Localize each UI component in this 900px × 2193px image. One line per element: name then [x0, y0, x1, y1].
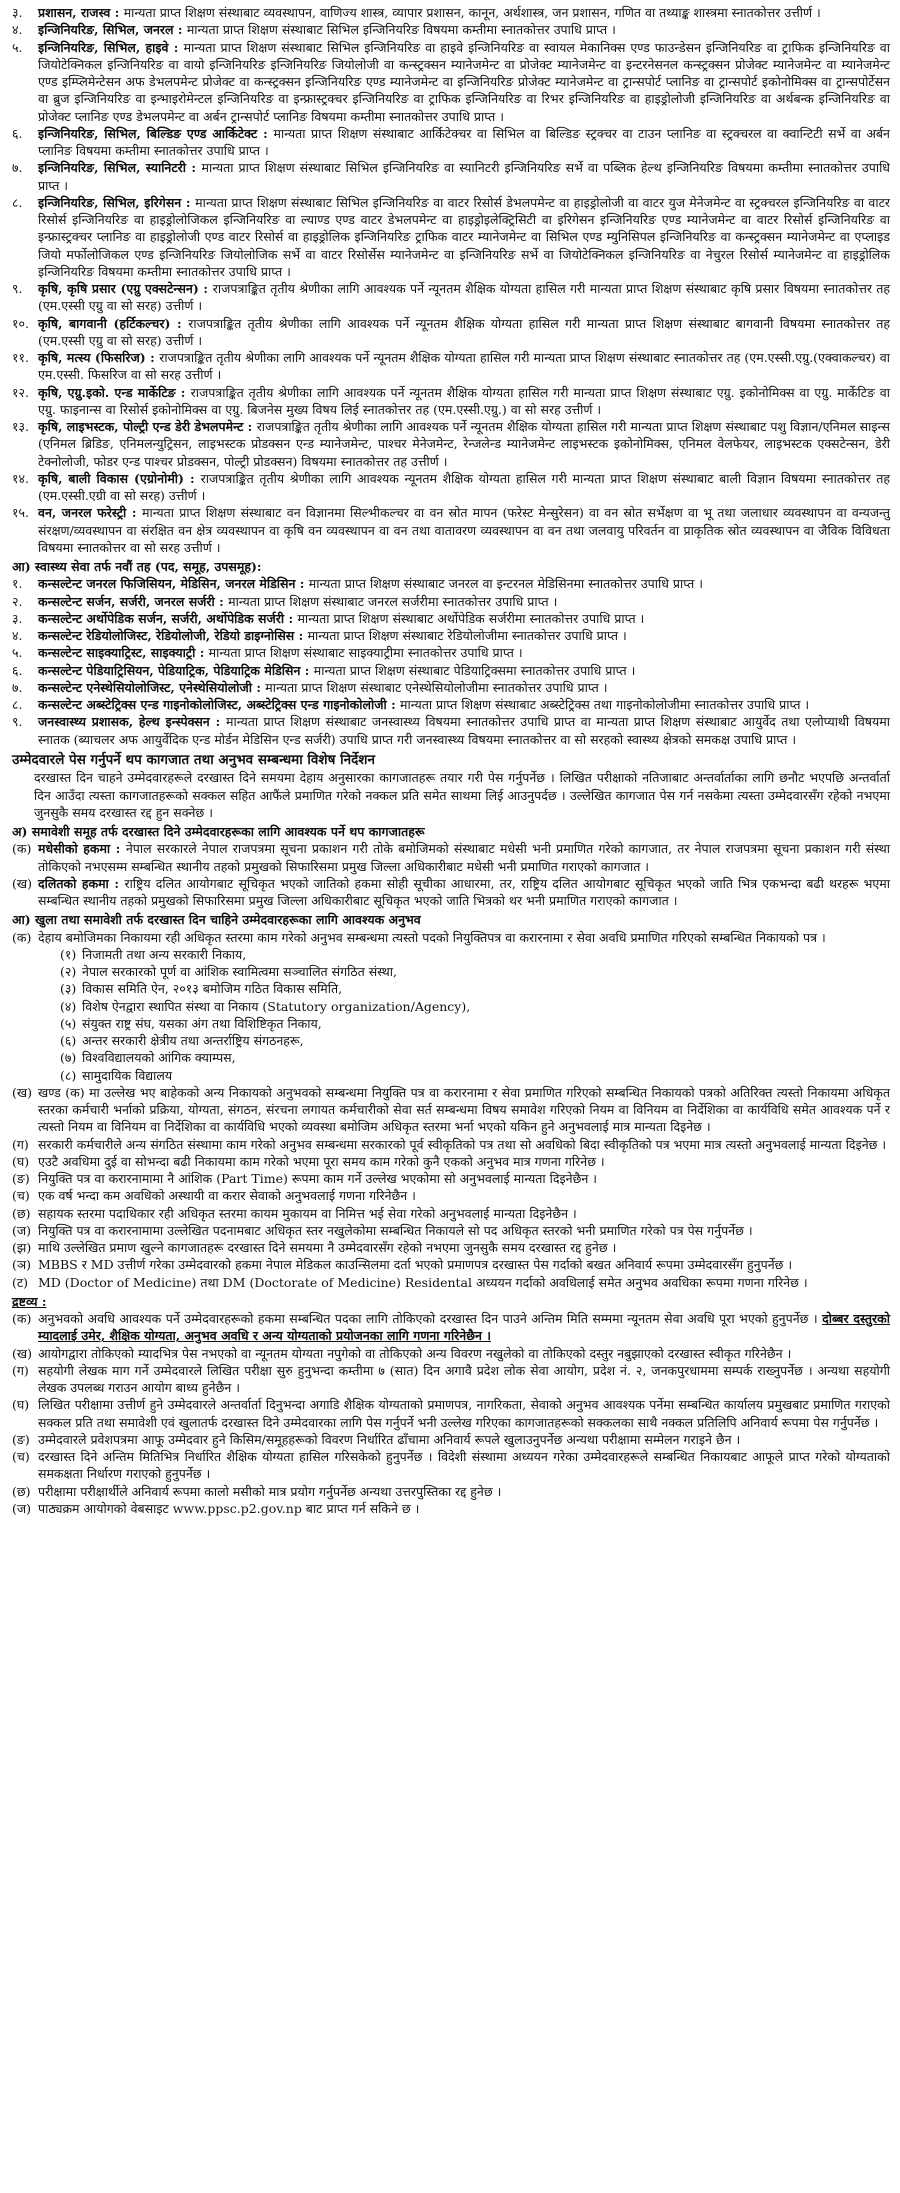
item-body: राष्ट्रिय दलित आयोगबाट सूचिकृत भएको जातिको हकमा सोही सूचीका आधारमा, तर, राष्ट्रिय दलित आयोगबाट सूचिकृत भएको जाति भित्र एकभन्दा बढी थरहरू भएमा सम्बन्धित स्थानीय तहको प्रमुखको सिफारिसमा प्रमुख जिल्ला अधिकारीबाट सूचिकृत भएको जाति भित्रको थर भनी प्रमाणित गराएको कागजात ।: [38, 875, 890, 909]
experience-heading: आ) खुला तथा समावेशी तर्फ दरखास्त दिन चाहिने उम्मेदवारहरूका लागि आवश्यक अनुभव: [12, 912, 421, 928]
item-text: [38, 1483, 890, 1500]
organization-item: [60, 980, 890, 997]
notes-list: [12, 1310, 890, 1517]
item-text: [38, 610, 890, 627]
item-emphasis: दोब्बर दस्तुरको म्यादलाई उमेर, शैक्षिक योग्यता, अनुभव अवधि र अन्य योग्यताको प्रयोजनका लागि गणना गरिनेछैन ।: [38, 1311, 890, 1344]
item-body: उम्मेदवारले प्रवेशपत्रमा आफू उम्मेदवार हुने किसिम/समूहहरूको विवरण निर्धारित ढाँचामा अनिवार्य रूपले खुलाउनुपर्नेछ अन्यथा परीक्षामा सम्मेलन गराइने छैन ।: [38, 1431, 741, 1447]
item-number: (ट): [12, 1274, 29, 1290]
experience-rule-item: [12, 1274, 890, 1291]
item-number: ९.: [12, 281, 23, 296]
item-body: मान्यता प्राप्त शिक्षण संस्थाबाट जनरल सर्जरीमा स्नातकोत्तर उपाधि प्राप्त ।: [228, 593, 558, 609]
note-item: [12, 1500, 890, 1517]
item-number: (८): [60, 1067, 77, 1083]
health-qualification-item: [12, 627, 890, 644]
item-text: [38, 504, 890, 556]
item-number: (ज): [12, 1500, 32, 1516]
item-text: [82, 980, 890, 997]
item-heading: इन्जिनियरिङ, सिभिल, जनरल :: [38, 22, 187, 38]
item-number: ८.: [12, 697, 23, 712]
organization-item: [60, 963, 890, 980]
item-heading: इन्जिनियरिङ, सिभिल, हाइवे :: [38, 39, 184, 55]
item-number: ६.: [12, 125, 23, 141]
item-number: (४): [60, 998, 77, 1014]
item-number: (ख): [12, 1084, 32, 1100]
item-number: ८.: [12, 194, 23, 210]
item-number: (क): [12, 929, 32, 945]
item-heading: इन्जिनियरिङ, सिभिल, इरिगेसन :: [38, 194, 196, 210]
item-heading: कृषि, बागवानी (हर्टिकल्चर) :: [38, 315, 189, 331]
item-number: ४.: [12, 628, 23, 643]
item-number: ७.: [12, 679, 23, 695]
item-number: ३.: [12, 610, 23, 626]
item-text: [38, 679, 890, 696]
qualification-list: [12, 4, 890, 556]
qualification-item: [12, 125, 890, 160]
item-heading: कन्सल्टेन्ट सर्जन, सर्जरी, जनरल सर्जरी :: [38, 593, 229, 609]
item-number: (६): [60, 1033, 77, 1049]
item-number: (ग): [12, 1136, 29, 1152]
item-heading: कन्सल्टेन्ट एनेस्थेसियोलोजिस्ट, एनेस्थेसियोलोजी :: [38, 679, 266, 695]
item-text: [38, 1396, 890, 1431]
qualification-item: [12, 280, 890, 315]
item-number: २.: [12, 593, 23, 609]
health-qualification-item: [12, 610, 890, 627]
item-body: अन्तर सरकारी क्षेत्रीय तथा अन्तर्राष्ट्रिय संगठनहरू,: [82, 1033, 304, 1049]
item-number: (च): [12, 1188, 30, 1204]
item-text: [38, 1136, 890, 1153]
item-text: [38, 1084, 890, 1136]
inclusive-heading: अ) समावेशी समूह तर्फ दरखास्त दिने उम्मेदवारहरूका लागि आवश्यक पर्ने थप कागजातहरू: [12, 824, 425, 840]
organization-item: [60, 1049, 890, 1066]
item-heading: प्रशासन, राजस्व :: [38, 5, 124, 20]
item-number: १२.: [12, 384, 29, 400]
organization-item: [60, 1067, 890, 1084]
health-qualification-item: [12, 696, 890, 713]
organization-item: [60, 998, 890, 1015]
item-text: [38, 1500, 890, 1517]
item-number: (७): [60, 1050, 77, 1066]
instructions-intro: दरखास्त दिन चाहने उम्मेदवारहरूले दरखास्त दिने समयमा देहाय अनुसारका कागजातहरू तयार गरी पेस गर्नुपर्नेछ । लिखित परीक्षाको नतिजाबाट अन्तर्वार्ताका लागि छनौट भएपछि अन्तर्वार्ता दिन आउँदा त्यस्ता कागजातहरूको सक्कल सहित आफैंले प्रमाणित गरेको नक्कल प्रति समेत साथमा लिई आउनुपर्दछ । उल्लेखित कागजात पेस गर्न नसकेमा त्यस्ता उम्मेदवारसँग रहेको नभएमा जुनसुकै समय दरखास्त रद्द हुन सक्नेछ ।: [34, 770, 890, 820]
experience-rule-item: [12, 1222, 890, 1239]
item-body: एउटै अवधिमा दुई वा सोभन्दा बढी निकायमा काम गरेको भएमा पूरा समय काम गरेको कुनै एकको अनुभव मात्र गणना गरिनेछ ।: [38, 1153, 605, 1169]
item-number: १४.: [12, 470, 29, 486]
item-heading: दलितको हकमा :: [38, 875, 125, 891]
item-heading: कन्सल्टेन्ट रेडियोलोजिस्ट, रेडियोलोजी, रेडियो डाइग्नोसिस :: [38, 628, 308, 643]
item-body: लिखित परीक्षामा उत्तीर्ण हुने उम्मेदवारले अन्तर्वार्ता दिनुभन्दा अगाडि शैक्षिक योग्यताको प्रमाणपत्र, नागरिकता, सेवाको अनुभव आवश्यक पर्नेमा सम्बन्धित कार्यालय प्रमुखबाट प्रमाणित गराएको सक्कल प्रति तथा समावेशी एवं खुलातर्फ दरखास्त दिने उम्मेदवारका लागि पेस गर्नुपर्ने भनी उल्लेख गरिएका कागजातहरूको सक्कलका साथै नक्कल प्रतिलिपि अनिवार्य रूपमा पेस गर्नुपर्नेछ ।: [38, 1397, 890, 1430]
note-item: [12, 1431, 890, 1448]
item-body: मान्यता प्राप्त शिक्षण संस्थाबाट एनेस्थेसियोलोजीमा स्नातकोत्तर उपाधि प्राप्त ।: [265, 679, 608, 695]
item-heading: कन्सल्टेन्ट अर्थोपेडिक सर्जन, सर्जरी, अर्थोपेडिक सर्जरी :: [38, 610, 298, 626]
qualification-item: [12, 194, 890, 280]
item-number: (छ): [12, 1205, 31, 1221]
item-number: (३): [60, 981, 77, 997]
item-number: (घ): [12, 1397, 30, 1413]
experience-rule-item: [12, 1136, 890, 1153]
item-text: [38, 418, 890, 470]
item-text: [38, 1448, 890, 1483]
item-body: मान्यता प्राप्त शिक्षण संस्थाबाट जनस्वास्थ्य विषयमा स्नातकोत्तर उपाधि प्राप्त वा मान्यता प्राप्त शिक्षण संस्थाबाट आयुर्वेद तथा एलोप्याथी विषयमा स्नातक (ब्याचलर अफ आयुर्वेदिक एन्ड मोर्डन मेडिसिन एन्ड सर्जरी) उपाधि प्राप्त गरी जनस्वास्थ्य विषयमा स्नातकोत्तर वा सो सरहको स्वास्थ्य क्षेत्रको समकक्ष उपाधि प्राप्त ।: [38, 714, 890, 747]
item-body: मान्यता प्राप्त शिक्षण संस्थाबाट अर्थोपेडिक सर्जरीमा स्नातकोत्तर उपाधि प्राप्त ।: [297, 610, 645, 626]
item-heading: इन्जिनियरिङ, सिभिल, स्यानिटरी :: [38, 160, 202, 176]
note-item: [12, 1345, 890, 1362]
item-number: (च): [12, 1449, 30, 1465]
item-text: [82, 1015, 890, 1032]
item-number: (क): [12, 841, 32, 857]
item-text: [82, 1049, 890, 1066]
item-body: आयोगद्वारा तोकिएको म्यादभित्र पेस नभएको वा न्यूनतम योग्यता नपुगेको वा तोकिएको अन्य विवरण नखुलेको वा तोकिएको दस्तुर नबुझाएको दरखास्त स्वीकृत गरिनेछैन ।: [38, 1345, 792, 1361]
item-number: (१): [60, 946, 77, 962]
item-text: [38, 1256, 890, 1273]
item-text: [38, 1310, 890, 1345]
item-number: ४.: [12, 22, 23, 38]
item-number: (क): [12, 1311, 32, 1327]
item-body: सहयोगी लेखक माग गर्ने उम्मेदवारले लिखित परीक्षा सुरु हुनुभन्दा कम्तीमा ७ (सात) दिन अगावै प्रदेश लोक सेवा आयोग, प्रदेश नं. २, जनकपुरधाममा सम्पर्क राख्नुपर्नेछ । अन्यथा सहयोगी लेखक उपलब्ध गराउन आयोग बाध्य हुनेछैन ।: [38, 1362, 890, 1396]
health-qualification-item: [12, 679, 890, 696]
item-heading: कन्सल्टेन्ट साइक्याट्रिस्ट, साइक्याट्री :: [38, 645, 209, 661]
note-item: [12, 1483, 890, 1500]
item-body: खण्ड (क) मा उल्लेख भए बाहेकको अन्य निकायको अनुभवको सम्बन्धमा नियुक्ति पत्र वा करारनामा र सेवा प्रमाणित गरिएको सम्बन्धित निकायको पत्रको अतिरिक्त त्यस्तो निकायमा अधिकृत स्तरका कर्मचारी भर्नाको प्रक्रिया, योग्यता, संगठन, संरचना लगायत कर्मचारीको सेवा सर्त सम्बन्धमा विषय समावेश गरिएको नियम वा विनियम वा निर्देशिका वा कार्यविधि समेत आवश्यक पर्ने र त्यस्तो नियम वा विनियम वा निर्देशिका वा कार्यविधि भएको व्यवस्था बमोजिम अधिकृत स्तरमा भर्ना भएको यकिन हुने अनुभवलाई मात्र मान्यता दिइनेछ ।: [38, 1084, 890, 1135]
item-body: परीक्षामा परीक्षार्थीले अनिवार्य रूपमा कालो मसीको मात्र प्रयोग गर्नुपर्नेछ अन्यथा उत्तरपुस्तिका रद्द हुनेछ ।: [38, 1483, 502, 1499]
item-number: (ग): [12, 1362, 29, 1378]
item-heading: कन्सल्टेन्ट जनरल फिजिसियन, मेडिसिन, जनरल मेडिसिन :: [38, 576, 309, 592]
item-body: मान्यता प्राप्त शिक्षण संस्थाबाट सिभिल इन्जिनियरिङ वा हाइवे इन्जिनियरिङ वा स्वायल मेकानिक्स एण्ड फाउन्डेसन इन्जिनियरिङ वा ट्राफिक इन्जिनियरिङ वा जियोटेक्निकल इन्जिनियरिङ वा वायो इन्जिनियरिङ इन्जिनियरिङ जियोलोजी वा कन्स्ट्रक्सन म्यानेजमेन्ट वा प्रोजेक्ट म्यानेजमेन्ट वा इन्टरनेसनल कन्स्ट्रक्सन प्रोजेक्ट म्यानेजमेन्ट वा म्यानेजमेन्ट एण्ड इम्प्लिमेन्टेसन अफ डेभलपमेन्ट प्रोजेक्ट वा कन्स्ट्रक्सन इन्जिनियरिङ एण्ड म्यानेजमेन्ट वा इन्जिनियरिङ प्रोजेक्ट म्यानेजमेन्ट वा ट्रान्सपोर्ट प्लानिङ वा ट्रान्सपोर्ट इकोनोमिक्स वा ट्रान्सपोर्टेसन वा ब्रुज इन्जिनियरिङ वा इन्भाइरोमेन्टल इन्जिनियरिङ वा इन्फ्रास्ट्रक्चर इन्जिनियरिङ वा ट्राफिक इन्जिनियरिङ वा रिभर इन्जिनियरिङ वा हाइड्रोलोजी इन्जिनियरिङ वा अर्थबन्क इन्जिनियरिङ वा प्रोजेक्ट प्लानिङ एण्ड डेभलपमेन्ट वा अर्बन ट्रान्सपोर्ट प्लानिङ विषयमा कम्तीमा स्नातकोत्तर उपाधि प्राप्त ।: [38, 39, 890, 124]
item-number: ५.: [12, 645, 23, 661]
item-text: [38, 840, 890, 875]
item-body: MD (Doctor of Medicine) तथा DM (Doctorate of Medicine) Residental अध्ययन गर्दाको अवधिलाई समेत अनुभव अवधिका रूपमा गणना गरिनेछ ।: [38, 1274, 808, 1290]
item-body: विशेष ऐनद्वारा स्थापित संस्था वा निकाय (Statutory organization/Agency),: [82, 998, 471, 1014]
qualification-item: [12, 470, 890, 505]
item-text: [38, 644, 890, 661]
qualification-item: [12, 504, 890, 556]
item-text: [38, 1274, 890, 1291]
item-body: मान्यता प्राप्त शिक्षण संस्थाबाट सिभिल इन्जिनियरिङ वा वाटर रिसोर्स डेभलपमेन्ट वा हाइड्रोलोजी वा वाटर युज मेनेजमेन्ट वा स्ट्रक्चरल इन्जिनियरिङ वा वाटर रिसोर्स इन्जिनियरिङ वा हाइड्रोलोजिकल इन्जिनियरिङ वा ल्याण्ड एण्ड वाटर डेभलपमेन्ट वा हाइड्रोइलेक्ट्रिसिटी वा इरिगेसन इन्जिनियरिङ एण्ड म्यानेजमेन्ट वा वाटर रिसोर्स इन्जिनियरिङ वा इन्फ्रास्ट्रक्चर प्लानिङ वा हाइड्रोलोजी एण्ड वाटर रिसोर्स वा हाइड्रोलिक इन्जिनियरिङ ट्राफिक वाटर म्यानेजमेन्ट वा सिभिल एण्ड म्युनिसिपल इन्जिनियरिङ वा कन्स्ट्रक्सन म्यानेजमेन्ट वा एप्लाइड जियो मर्फोलोजिकल एण्ड इन्जिनियरिङ जियोलोजिक सर्भे वा वाटर रिसोर्सेस म्यानेजमेन्ट वा इन्जिनियरिङ सर्भे वा जियोटेक्निकल इन्जिनियरिङ वा नेचुरल रिसोर्स म्यानेजमेन्ट वा हाइड्रोलिक इन्जिनियरिङ विषयमा कम्तीमा स्नातकोत्तर उपाधि प्राप्त ।: [38, 194, 890, 279]
item-body: मान्यता प्राप्त शिक्षण संस्थाबाट वन विज्ञानमा सिल्भीकल्चर वा वन स्रोत मापन (फरेस्ट मेन्सुरेसन) वा वन स्रोत सर्भेक्षण वा भू तथा जलाधार व्यवस्थापन वा वन्यजन्तु संरक्षण/व्यवस्थापन वा संरक्षित वन क्षेत्र व्यवस्थापन वा कृषि वन व्यवस्थापन वा वन तथा वातावरण व्यवस्थापन वा वन तथा जलवायु परिवर्तन वा प्राकृतिक स्रोत व्यवस्थापन वा जैविक विविधता विषयमा स्नातकोत्तर वा सो सरह उत्तीर्ण ।: [38, 505, 890, 555]
qualification-item: [12, 418, 890, 470]
item-body: विश्वविद्यालयको आंगिक क्याम्पस,: [82, 1050, 236, 1066]
health-qualification-list: [12, 575, 890, 748]
item-body: नेपाल सरकारको पूर्ण वा आंशिक स्वामित्वमा सञ्चालित संगठित संस्था,: [82, 964, 397, 980]
item-body: मान्यता प्राप्त शिक्षण संस्थाबाट रेडियोलोजीमा स्नातकोत्तर उपाधि प्राप्त ।: [307, 628, 627, 643]
experience-item-ka: [12, 929, 890, 946]
note-item: [12, 1310, 890, 1345]
item-number: (ख): [12, 1345, 32, 1361]
item-text: [82, 998, 890, 1015]
item-text: [38, 575, 890, 592]
item-text: [38, 1431, 890, 1448]
item-body: मान्यता प्राप्त शिक्षण संस्थाबाट साइक्याट्रीमा स्नातकोत्तर उपाधि प्राप्त ।: [208, 645, 523, 661]
item-text: [82, 963, 890, 980]
item-number: १.: [12, 576, 23, 592]
note-item: [12, 1396, 890, 1431]
item-number: (ङ): [12, 1431, 30, 1447]
item-body: सहायक स्तरमा पदाधिकार रही अधिकृत स्तरमा कायम मुकायम वा निमित्त भई सेवा गरेको अनुभवलाई मान्यता दिइनेछैन ।: [38, 1205, 577, 1221]
item-body: माथि उल्लेखित प्रमाण खुल्ने कागजातहरू दरखास्त दिने समयमा नै उम्मेदवारसँग रहेको नभएमा जुनसुकै समय दरखास्त रद्द हुनेछ ।: [38, 1240, 617, 1256]
item-body: राजपत्राङ्कित तृतीय श्रेणीका लागि आवश्यक पर्ने न्यूनतम शैक्षिक योग्यता हासिल गरी मान्यता प्राप्त शिक्षण संस्थाबाट एग्रु. इकोनोमिक्स वा एग्रु. मार्केटिङ वा एग्रु. फाइनान्स वा रिसोर्स इकोनोमिक्स वा एग्रु. बिजनेस मुख्य विषय लिई स्नातकोत्तर तह (एम.एस्सी.एग्रु.) वा सो सरह उत्तीर्ण ।: [38, 384, 890, 417]
inclusive-documents-list: [12, 840, 890, 909]
health-qualification-item: [12, 644, 890, 661]
item-text: [38, 4, 890, 21]
item-number: (घ): [12, 1153, 30, 1169]
item-body: सरकारी कर्मचारीले अन्य संगठित संस्थामा काम गरेको अनुभव सम्बन्धमा सरकारको पूर्व स्वीकृतिको पत्र तथा सो अवधिको बिदा स्वीकृतिको पत्र भएमा मात्र त्यस्तो अनुभवलाई मान्यता दिइनेछ ।: [38, 1136, 887, 1152]
health-qualification-item: [12, 575, 890, 592]
item-number: ९.: [12, 714, 23, 730]
item-text: [38, 280, 890, 315]
health-section-heading: आ) स्वास्थ्य सेवा तर्फ नवौं तह (पद, समूह, उपसमूह):: [12, 559, 262, 574]
item-text: [38, 39, 890, 125]
item-number: ६.: [12, 662, 23, 678]
note-item: [12, 1362, 890, 1397]
item-body: नियुक्ति पत्र वा करारनामामा नै आंशिक (Part Time) रूपमा काम गर्ने उल्लेख भएकोमा सो अनुभवलाई मान्यता दिइनेछैन ।: [38, 1171, 597, 1187]
item-heading: कन्सल्टेन्ट पेडियाट्रिसियन, पेडियाट्रिक, पेडियाट्रिक मेडिसिन :: [38, 662, 314, 678]
item-text: [38, 696, 890, 713]
experience-rule-item: [12, 1170, 890, 1187]
experience-rule-item: [12, 1153, 890, 1170]
item-number: (ख): [12, 875, 32, 891]
health-qualification-item: [12, 713, 890, 748]
item-number: (झ): [12, 1240, 32, 1256]
item-heading: जनस्वास्थ्य प्रशासक, हेल्थ इन्स्पेक्सन :: [38, 714, 227, 730]
item-heading: कृषि, बाली विकास (एग्रोनोमी) :: [38, 470, 201, 486]
item-text: [38, 1205, 890, 1222]
item-heading: इन्जिनियरिङ, सिभिल, बिल्डिङ एण्ड आर्किटेक्ट :: [38, 125, 274, 141]
item-body: मान्यता प्राप्त शिक्षण संस्थाबाट जनरल वा इन्टरनल मेडिसिनमा स्नातकोत्तर उपाधि प्राप्त ।: [308, 576, 703, 592]
item-body: निजामती तथा अन्य सरकारी निकाय,: [82, 946, 247, 962]
health-qualification-item: [12, 662, 890, 679]
item-number: (२): [60, 964, 77, 980]
item-text: [38, 662, 890, 679]
qualification-item: [12, 21, 890, 38]
item-text: [38, 384, 890, 419]
qualification-item: [12, 4, 890, 21]
item-text: [38, 1239, 890, 1256]
item-text: [38, 315, 890, 350]
instructions-heading: उम्मेदवारले पेस गर्नुपर्ने थप कागजात तथा अनुभव सम्बन्धमा विशेष निर्देशन: [12, 751, 375, 768]
item-text: [38, 1153, 890, 1170]
item-text: [38, 349, 890, 384]
item-body: मान्यता प्राप्त शिक्षण संस्थाबाट सिभिल इन्जिनियरिङ विषयमा कम्तीमा स्नातकोत्तर उपाधि प्राप्त ।: [186, 22, 616, 38]
item-heading: कृषि, मत्स्य (फिसरिज) :: [38, 350, 160, 365]
item-text: [38, 125, 890, 160]
item-text: [38, 593, 890, 610]
item-number: ११.: [12, 350, 29, 365]
item-number: (५): [60, 1015, 77, 1031]
organization-item: [60, 946, 890, 963]
experience-rule-item: [12, 1084, 890, 1136]
organization-item: [60, 1015, 890, 1032]
item-number: १०.: [12, 315, 29, 331]
qualification-item: [12, 39, 890, 125]
organization-item: [60, 1032, 890, 1049]
item-number: ५.: [12, 39, 23, 55]
item-number: (ञ): [12, 1257, 32, 1273]
experience-rules-list: [12, 1084, 890, 1291]
organization-list: [12, 946, 890, 1084]
item-body: राजपत्राङ्कित तृतीय श्रेणीका लागि आवश्यक पर्ने न्यूनतम शैक्षिक योग्यता हासिल गरी मान्यता प्राप्त शिक्षण संस्थाबाट स्नातकोत्तर तह (एम.एस्सी.एग्रु.(एक्वाकल्चर) वा एम.एस्सी. फिसरिज वा सो सरह उत्तीर्ण ।: [38, 350, 890, 383]
item-body: अनुभवको अवधि आवश्यक पर्ने उम्मेदवारहरूको हकमा सम्बन्धित पदका लागि तोकिएको दरखास्त दिन पाउने अन्तिम मिति सम्ममा न्यूनतम सेवा अवधि पूरा भएको हुनुपर्नेछ ।: [38, 1311, 818, 1327]
item-body: दरखास्त दिने अन्तिम मितिभित्र निर्धारित शैक्षिक योग्यता हासिल गरिसकेको हुनुपर्नेछ । विदेशी संस्थामा अध्ययन गरेका उम्मेदवारहरूले सम्बन्धित निकायबाट आफूले प्राप्त गरेको योग्यताको समकक्षता निर्धारण गराएको हुनुपर्नेछ ।: [38, 1449, 890, 1482]
item-heading: कन्सल्टेन्ट अब्स्टेट्रिक्स एन्ड गाइनोकोलोजिस्ट, अब्स्टेट्रिक्स एन्ड गाइनोकोलोजी :: [38, 697, 401, 712]
item-body: मान्यता प्राप्त शिक्षण संस्थाबाट आर्किटेक्चर वा सिभिल वा बिल्डिङ स्ट्रक्चर वा टाउन प्लानिङ वा स्ट्रक्चरल वा क्वान्टिटी सर्भे वा अर्बन प्लानिङ विषयमा कम्तीमा स्नातकोत्तर उपाधि प्राप्त ।: [38, 125, 890, 158]
item-number: १५.: [12, 505, 29, 521]
item-heading: मधेसीको हकमा :: [38, 841, 126, 857]
item-text: [38, 875, 890, 910]
item-body: मान्यता प्राप्त शिक्षण संस्थाबाट अब्स्टेट्रिक्स तथा गाइनोकोलोजीमा स्नातकोत्तर उपाधि प्राप्त ।: [400, 697, 810, 712]
item-body: सामुदायिक विद्यालय: [82, 1067, 173, 1083]
item-number: ७.: [12, 160, 23, 176]
experience-rule-item: [12, 1187, 890, 1204]
item-body: संयुक्त राष्ट्र संघ, यसका अंग तथा विशिष्टिकृत निकाय,: [82, 1015, 322, 1031]
item-text: [38, 627, 890, 644]
item-number: (ज): [12, 1222, 32, 1238]
item-body: राजपत्राङ्कित तृतीय श्रेणीका लागि आवश्यक पर्ने न्यूनतम शैक्षिक योग्यता हासिल गरी मान्यता प्राप्त शिक्षण संस्थाबाट पशु विज्ञान/एनिमल साइन्स (एनिमल ब्रिडिङ, एनिमलन्युट्रिसन, लाइभस्टक प्रोडक्सन एन्ड म्यानेजमेन्ट, पाश्चर मेनेजमेन्ट, रेन्जलेन्ड म्यानेजमेन्ट लाइभस्टक इकोनोमिक्स, एनिमल वेलफेयर, लाइभस्टक एक्सटेन्सन, डेरी टेक्नोलोजी, फोडर एन्ड पाश्चर प्रोडक्सन, पोल्ट्री प्रोडक्सन) विषयमा स्नातकोत्तर तह उत्तीर्ण ।: [38, 419, 890, 469]
qualification-item: [12, 349, 890, 384]
item-body: मान्यता प्राप्त शिक्षण संस्थाबाट पेडियाट्रिक्समा स्नातकोत्तर उपाधि प्राप्त ।: [313, 662, 636, 678]
item-text: [38, 194, 890, 280]
item-heading: कृषि, कृषि प्रसार (एग्रु एक्सटेन्सन) :: [38, 281, 213, 296]
item-text: [38, 1170, 890, 1187]
item-heading: कृषि, एग्रु.इको. एन्ड मार्केटिङ :: [38, 384, 191, 400]
experience-rule-item: [12, 1256, 890, 1273]
item-number: (छ): [12, 1483, 31, 1499]
item-heading: कृषि, लाइभस्टक, पोल्ट्री एन्ड डेरी डेभलपमेन्ट :: [38, 419, 257, 434]
item-body: राजपत्राङ्कित तृतीय श्रेणीका लागि आवश्यक पर्ने न्यूनतम शैक्षिक योग्यता हासिल गरी मान्यता प्राप्त शिक्षण संस्थाबाट बागवानी विषयमा स्नातकोत्तर तह (एम.एस्सी एग्रु वा सो सरह) उत्तीर्ण ।: [38, 315, 890, 348]
item-number: ३.: [12, 5, 23, 20]
experience-rule-item: [12, 1239, 890, 1256]
item-text: [38, 1187, 890, 1204]
item-body: मान्यता प्राप्त शिक्षण संस्थाबाट सिभिल इन्जिनियरिङ वा स्यानिटरी इन्जिनियरिङ सर्भे वा पब्लिक हेल्थ इन्जिनियरिङ विषयमा कम्तीमा स्नातकोत्तर उपाधि प्राप्त ।: [38, 160, 890, 193]
inclusive-item: [12, 840, 890, 875]
item-number: (ङ): [12, 1171, 30, 1187]
item-text: [38, 1362, 890, 1397]
item-body: मान्यता प्राप्त शिक्षण संस्थाबाट व्यवस्थापन, वाणिज्य शास्त्र, व्यापार प्रशासन, कानून, अर्थशास्त्र, जन प्रशासन, गणित वा तथ्याङ्क शास्त्रमा स्नातकोत्तर उत्तीर्ण ।: [123, 5, 821, 20]
item-body: MBBS र MD उत्तीर्ण गरेका उम्मेदवारको हकमा नेपाल मेडिकल काउन्सिलमा दर्ता भएको प्रमाणपत्र दरखास्त पेस गर्दाको बखत अनिवार्य रूपमा उम्मेदवारसँग हुनुपर्नेछ ।: [38, 1257, 793, 1273]
item-text: [38, 21, 890, 38]
qualification-item: [12, 315, 890, 350]
item-body: विकास समिति ऐन, २०१३ बमोजिम गठित विकास समिति,: [82, 981, 343, 997]
item-heading: वन, जनरल फरेस्ट्री :: [38, 505, 143, 521]
item-text: [82, 1032, 890, 1049]
inclusive-item: [12, 875, 890, 910]
item-text: [38, 1222, 890, 1239]
item-body: नेपाल सरकारले नेपाल राजपत्रमा सूचना प्रकाशन गरी तोके बमोजिमको संस्थाबाट मधेसी भनी प्रमाणित गरेको कागजात, तर नेपाल राजपत्रमा सूचना प्रकाशन गरी संस्था तोकिएको नभएसम्म सम्बन्धित स्थानीय तहको प्रमुखको सिफारिसमा प्रमुख जिल्ला अधिकारीबाट मधेसी भनी प्रमाणित गराएको कागजात ।: [38, 841, 890, 874]
notes-heading: द्रष्टव्य :: [12, 1293, 47, 1309]
qualification-item: [12, 159, 890, 194]
experience-rule-item: [12, 1205, 890, 1222]
item-text: [82, 1067, 890, 1084]
item-body: नियुक्ति पत्र वा करारनामामा उल्लेखित पदनामबाट अधिकृत स्तर नखुलेकोमा सम्बन्धित निकायले सो पद अधिकृत स्तरको भनी प्रमाणित गरेको पत्र पेस गर्नुपर्नेछ ।: [38, 1222, 753, 1238]
item-body: राजपत्राङ्कित तृतीय श्रेणीका लागि आवश्यक पर्ने न्यूनतम शैक्षिक योग्यता हासिल गरी मान्यता प्राप्त शिक्षण संस्थाबाट कृषि प्रसार विषयमा स्नातकोत्तर तह (एम.एस्सी एग्रु वा सो सरह) उत्तीर्ण ।: [38, 281, 891, 314]
item-text: देहाय बमोजिमका निकायमा रही अधिकृत स्तरमा काम गरेको अनुभव सम्बन्धमा त्यस्तो पदको नियुक्तिपत्र वा करारनामा र सेवा अवधि प्रमाणित गरिएको सम्बन्धित निकायको पत्र ।: [38, 929, 826, 945]
item-body: पाठ्यक्रम आयोगको वेबसाइट www.ppsc.p2.gov.np बाट प्राप्त गर्न सकिने छ ।: [38, 1500, 420, 1516]
item-text: [38, 1345, 890, 1362]
qualification-item: [12, 384, 890, 419]
item-number: १३.: [12, 419, 29, 434]
note-item: [12, 1448, 890, 1483]
item-body: राजपत्राङ्कित तृतीय श्रेणीका लागि आवश्यक न्यूनतम शैक्षिक योग्यता हासिल गरी मान्यता प्राप्त शिक्षण संस्थाबाट बाली विज्ञान विषयमा स्नातकोत्तर तह (एम.एस्सी.एग्री वा सो सरह) उत्तीर्ण ।: [38, 470, 890, 503]
item-text: [38, 713, 890, 748]
item-body: एक वर्ष भन्दा कम अवधिको अस्थायी वा करार सेवाको अनुभवलाई गणना गरिनेछैन ।: [38, 1188, 416, 1204]
item-text: [38, 470, 890, 505]
item-text: [82, 946, 890, 963]
health-qualification-item: [12, 593, 890, 610]
item-text: [38, 159, 890, 194]
